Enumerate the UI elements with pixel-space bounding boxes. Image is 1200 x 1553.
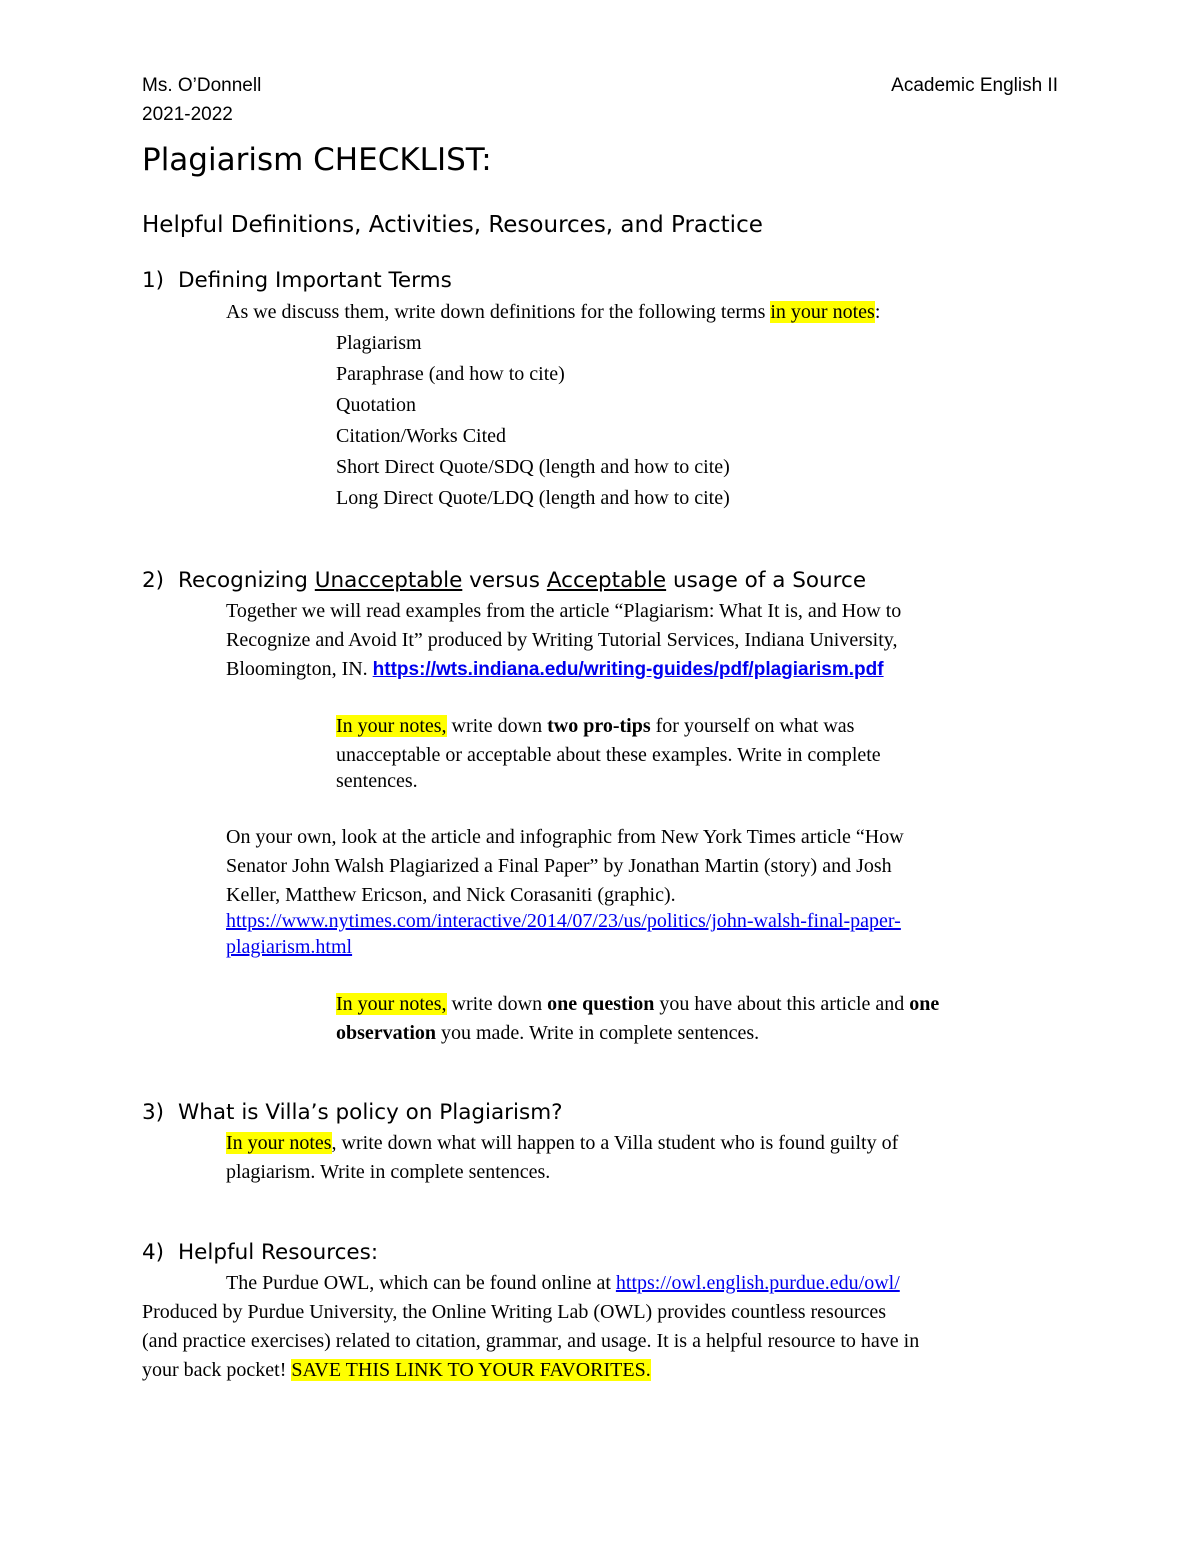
term-item: Citation/Works Cited (336, 425, 507, 447)
teacher-name: Ms. O’Donnell (142, 75, 262, 96)
resource-text: The Purdue OWL, which can be found online at (226, 1272, 616, 1294)
section-1-title: Defining Important Terms (178, 268, 452, 293)
save-link-highlight: SAVE THIS LINK TO YOUR FAVORITES. (291, 1359, 651, 1381)
section-4-number: 4) (142, 1240, 165, 1265)
term-item: Paraphrase (and how to cite) (336, 363, 565, 385)
paragraph-line: Recognize and Avoid It” produced by Writing Tutorial Services, Indiana University, (226, 629, 898, 651)
section-4-heading (142, 1240, 378, 1265)
section-4-line-1 (226, 1269, 900, 1298)
term-item: Plagiarism (336, 332, 422, 354)
section-2-task-1 (336, 712, 881, 796)
page-title: Plagiarism CHECKLIST: (142, 142, 492, 178)
paragraph-line: On your own, look at the article and infographic from New York Times article “How (226, 826, 904, 848)
section-2-heading (142, 568, 866, 593)
nytimes-link-continued[interactable]: plagiarism.html (226, 936, 353, 958)
section-2-task-2 (336, 990, 939, 1048)
task-line: unacceptable or acceptable about these examples. Write in complete (336, 744, 881, 766)
paragraph-line: Senator John Walsh Plagiarized a Final Paper” by Jonathan Martin (story) and Josh (226, 855, 892, 877)
nytimes-link[interactable]: https://www.nytimes.com/interactive/2014/07/23/us/politics/john-walsh-final-paper- (226, 910, 901, 932)
heading-text: versus (462, 568, 547, 593)
paragraph-line: Bloomington, IN. (226, 658, 373, 680)
intro-text: As we discuss them, write down definitions for the following terms (226, 301, 771, 323)
section-4-body (142, 1298, 919, 1385)
resource-text: (and practice exercises) related to citation, grammar, and usage. It is a helpful resource to have in (142, 1330, 920, 1352)
task-bold: two pro-tips (547, 715, 651, 737)
section-1-heading (142, 268, 452, 293)
section-1-intro (226, 298, 880, 327)
policy-text: , write down what will happen to a Villa student who is found guilty of (331, 1132, 899, 1154)
page-subtitle: Helpful Definitions, Activities, Resources, and Practice (142, 212, 763, 238)
indiana-link[interactable]: https://wts.indiana.edu/writing-guides/pdf/plagiarism.pdf (372, 659, 884, 680)
task-line: sentences. (336, 770, 418, 792)
task-highlight: In your notes, (336, 993, 447, 1015)
task-text: for yourself on what was (650, 715, 855, 737)
task-bold: one question (547, 993, 655, 1015)
course-name: Academic English II (891, 75, 1058, 96)
paragraph-line: Together we will read examples from the article “Plagiarism: What It is, and How to (226, 600, 902, 622)
resource-text: Produced by Purdue University, the Online Writing Lab (OWL) provides countless resources (142, 1301, 887, 1323)
heading-acceptable: Acceptable (546, 568, 667, 593)
section-3-body (226, 1129, 898, 1187)
section-3-heading (142, 1100, 563, 1125)
task-text: you have about this article and (654, 993, 910, 1015)
school-year: 2021-2022 (142, 104, 233, 125)
term-list (336, 329, 730, 515)
term-item: Short Direct Quote/SDQ (length and how to cite) (336, 456, 730, 478)
purdue-owl-link[interactable]: https://owl.english.purdue.edu/owl/ (615, 1272, 900, 1294)
intro-colon: : (874, 301, 881, 323)
policy-highlight: In your notes (226, 1132, 332, 1154)
section-2-paragraph-1 (226, 597, 901, 684)
intro-highlight: in your notes (770, 301, 875, 323)
task-text: write down (446, 715, 548, 737)
task-highlight: In your notes, (336, 715, 447, 737)
task-bold: observation (336, 1022, 436, 1044)
section-3-title: What is Villa’s policy on Plagiarism? (178, 1100, 563, 1125)
section-3-number: 3) (142, 1100, 165, 1125)
heading-text: Recognizing (178, 568, 315, 593)
section-2-paragraph-2 (226, 823, 904, 962)
policy-text: plagiarism. Write in complete sentences. (226, 1161, 551, 1183)
term-item: Quotation (336, 394, 416, 416)
term-item: Long Direct Quote/LDQ (length and how to cite) (336, 487, 730, 509)
heading-unacceptable: Unacceptable (314, 568, 463, 593)
resource-text: your back pocket! (142, 1359, 292, 1381)
heading-text: usage of a Source (666, 568, 867, 593)
section-2-number: 2) (142, 568, 165, 593)
paragraph-line: Keller, Matthew Ericson, and Nick Corasaniti (graphic). (226, 884, 676, 906)
section-1-number: 1) (142, 268, 165, 293)
task-bold: one (909, 993, 940, 1015)
task-text: write down (446, 993, 548, 1015)
task-text: you made. Write in complete sentences. (436, 1022, 760, 1044)
section-4-title: Helpful Resources: (178, 1240, 379, 1265)
